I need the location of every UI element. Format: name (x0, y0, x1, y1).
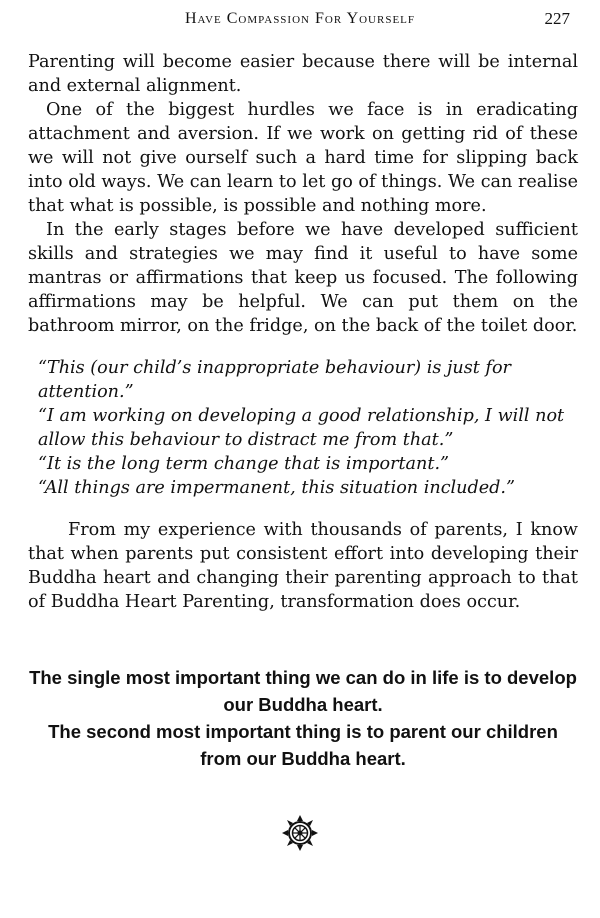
affirmations-list (38, 356, 578, 500)
chapter-title: Have Compassion For Yourself (185, 10, 416, 27)
dharma-wheel-icon (282, 815, 318, 851)
paragraph-3: In the early stages before we have developed sufficient skills and strategies we may find it useful to have some mantras or affirmations that keep us focused. The following affirmations may be helpful. We can put them on the bathroom mirror, on the fridge, on the back of the toilet door. (28, 220, 578, 336)
affirmation: “All things are impermanent, this situation included.” (38, 478, 516, 498)
affirmation: “It is the long term change that is important.” (38, 454, 450, 474)
key-message-line-2: The second most important thing is to parent our children from our Buddha heart. (48, 721, 558, 769)
key-message-line-1: The single most important thing we can do in life is to develop our Buddha heart. (29, 667, 577, 715)
running-head (0, 6, 600, 38)
main-text (28, 50, 578, 614)
key-message (28, 664, 578, 772)
page-number: 227 (544, 9, 570, 28)
affirmation: “I am working on developing a good relationship, I will not allow this behaviour to distract me from that.” (38, 406, 565, 450)
paragraph-2: One of the biggest hurdles we face is in eradicating attachment and aversion. If we work on getting rid of these we will not give ourself such a hard time for slipping back into old ways. We can learn to let go of things. We can realise that what is possible, is possible and nothing more. (28, 100, 578, 216)
paragraph-1: Parenting will become easier because there will be internal and external alignment. (28, 52, 578, 96)
affirmation: “This (our child’s inappropriate behaviour) is just for attention.” (38, 358, 511, 402)
closing-paragraph: From my experience with thousands of parents, I know that when parents put consistent effort into developing their Buddha heart and changing their parenting approach to that of Buddha Heart Parenting, transformation does occur. (28, 520, 578, 612)
